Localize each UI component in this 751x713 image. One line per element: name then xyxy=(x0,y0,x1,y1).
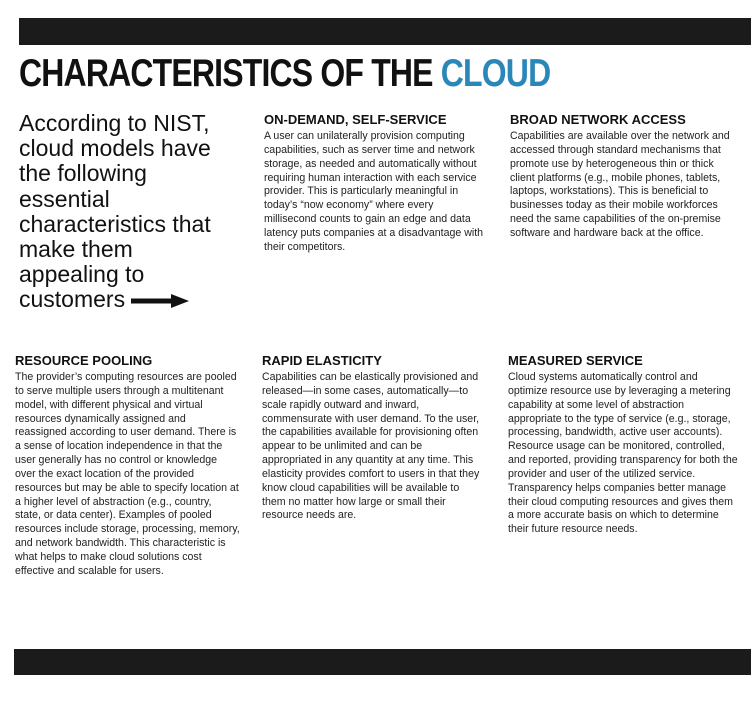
intro-sentence: According to NIST, cloud models have the following essential characteristics that make them appealing to customers xyxy=(19,110,211,313)
page-title xyxy=(19,52,550,96)
section-broad-network-access xyxy=(510,111,740,241)
title-accent: CLOUD xyxy=(440,52,551,95)
section-body: The provider’s computing resources are pooled to serve multiple users through a multitenant model, with different physical and virtual resources dynamically assigned and reassigned according to user demand. There is a sense of location independence in that the user generally has no control or knowledge over the exact location of the provided resources but may be able to specify location at a higher level of abstraction (e.g., country, state, or data center). Examples of pooled resources include storage, processing, memory, and network bandwidth. This characteristic is what helps to make cloud solutions cost effective and scalable for users. xyxy=(15,371,240,577)
section-heading: ON-DEMAND, SELF-SERVICE xyxy=(264,112,447,127)
section-heading: RESOURCE POOLING xyxy=(15,353,153,368)
top-bar xyxy=(19,18,751,45)
section-body: Cloud systems automatically control and optimize resource use by leveraging a metering capability at some level of abstraction appropriate to the type of service (e.g., storage, processing, bandwidth, active user accounts). Resource usage can be monitored, controlled, and reported, providing transparency for both the provider and user of the utilized service. Transparency helps companies better manage their cloud computing resources and gives them a more accurate basis on which to determine their future resource needs. xyxy=(508,371,738,536)
section-body: Capabilities can be elastically provisioned and released—in some cases, automatically—to scale rapidly outward and inward, commensurate with user demand. To the user, the capabilities available for provisioning often appear to be unlimited and can be appropriated in any quantity at any time. This elasticity provides comfort to users in that they know cloud capabilities will be available to them no matter how large or small their resource needs are. xyxy=(262,371,480,522)
section-body: Capabilities are available over the network and accessed through standard mechanisms that promote use by heterogeneous thin or thick client platforms (e.g., mobile phones, tablets, laptops, workstations). This is beneficial to businesses today as their mobile workforces need the same capabilities of the on-premise software and hardware back at the office. xyxy=(510,130,730,239)
section-heading: MEASURED SERVICE xyxy=(508,353,643,368)
right-arrow-icon xyxy=(131,294,189,308)
section-heading: RAPID ELASTICITY xyxy=(262,353,382,368)
bottom-bar xyxy=(14,649,751,675)
intro-text xyxy=(19,111,234,313)
section-rapid-elasticity xyxy=(262,352,484,523)
section-measured-service xyxy=(508,352,738,537)
section-resource-pooling xyxy=(15,352,240,579)
section-heading: BROAD NETWORK ACCESS xyxy=(510,112,686,127)
section-on-demand-self-service xyxy=(264,111,486,255)
section-body: A user can unilaterally provision computing capabilities, such as server time and network storage, as needed and automatically without requiring human interaction with each service provider. This is particularly meaningful in today’s “now economy” where every millisecond counts to gain an edge and data latency puts companies at a disadvantage with their competitors. xyxy=(264,130,484,253)
title-main: CHARACTERISTICS OF THE xyxy=(19,52,433,95)
